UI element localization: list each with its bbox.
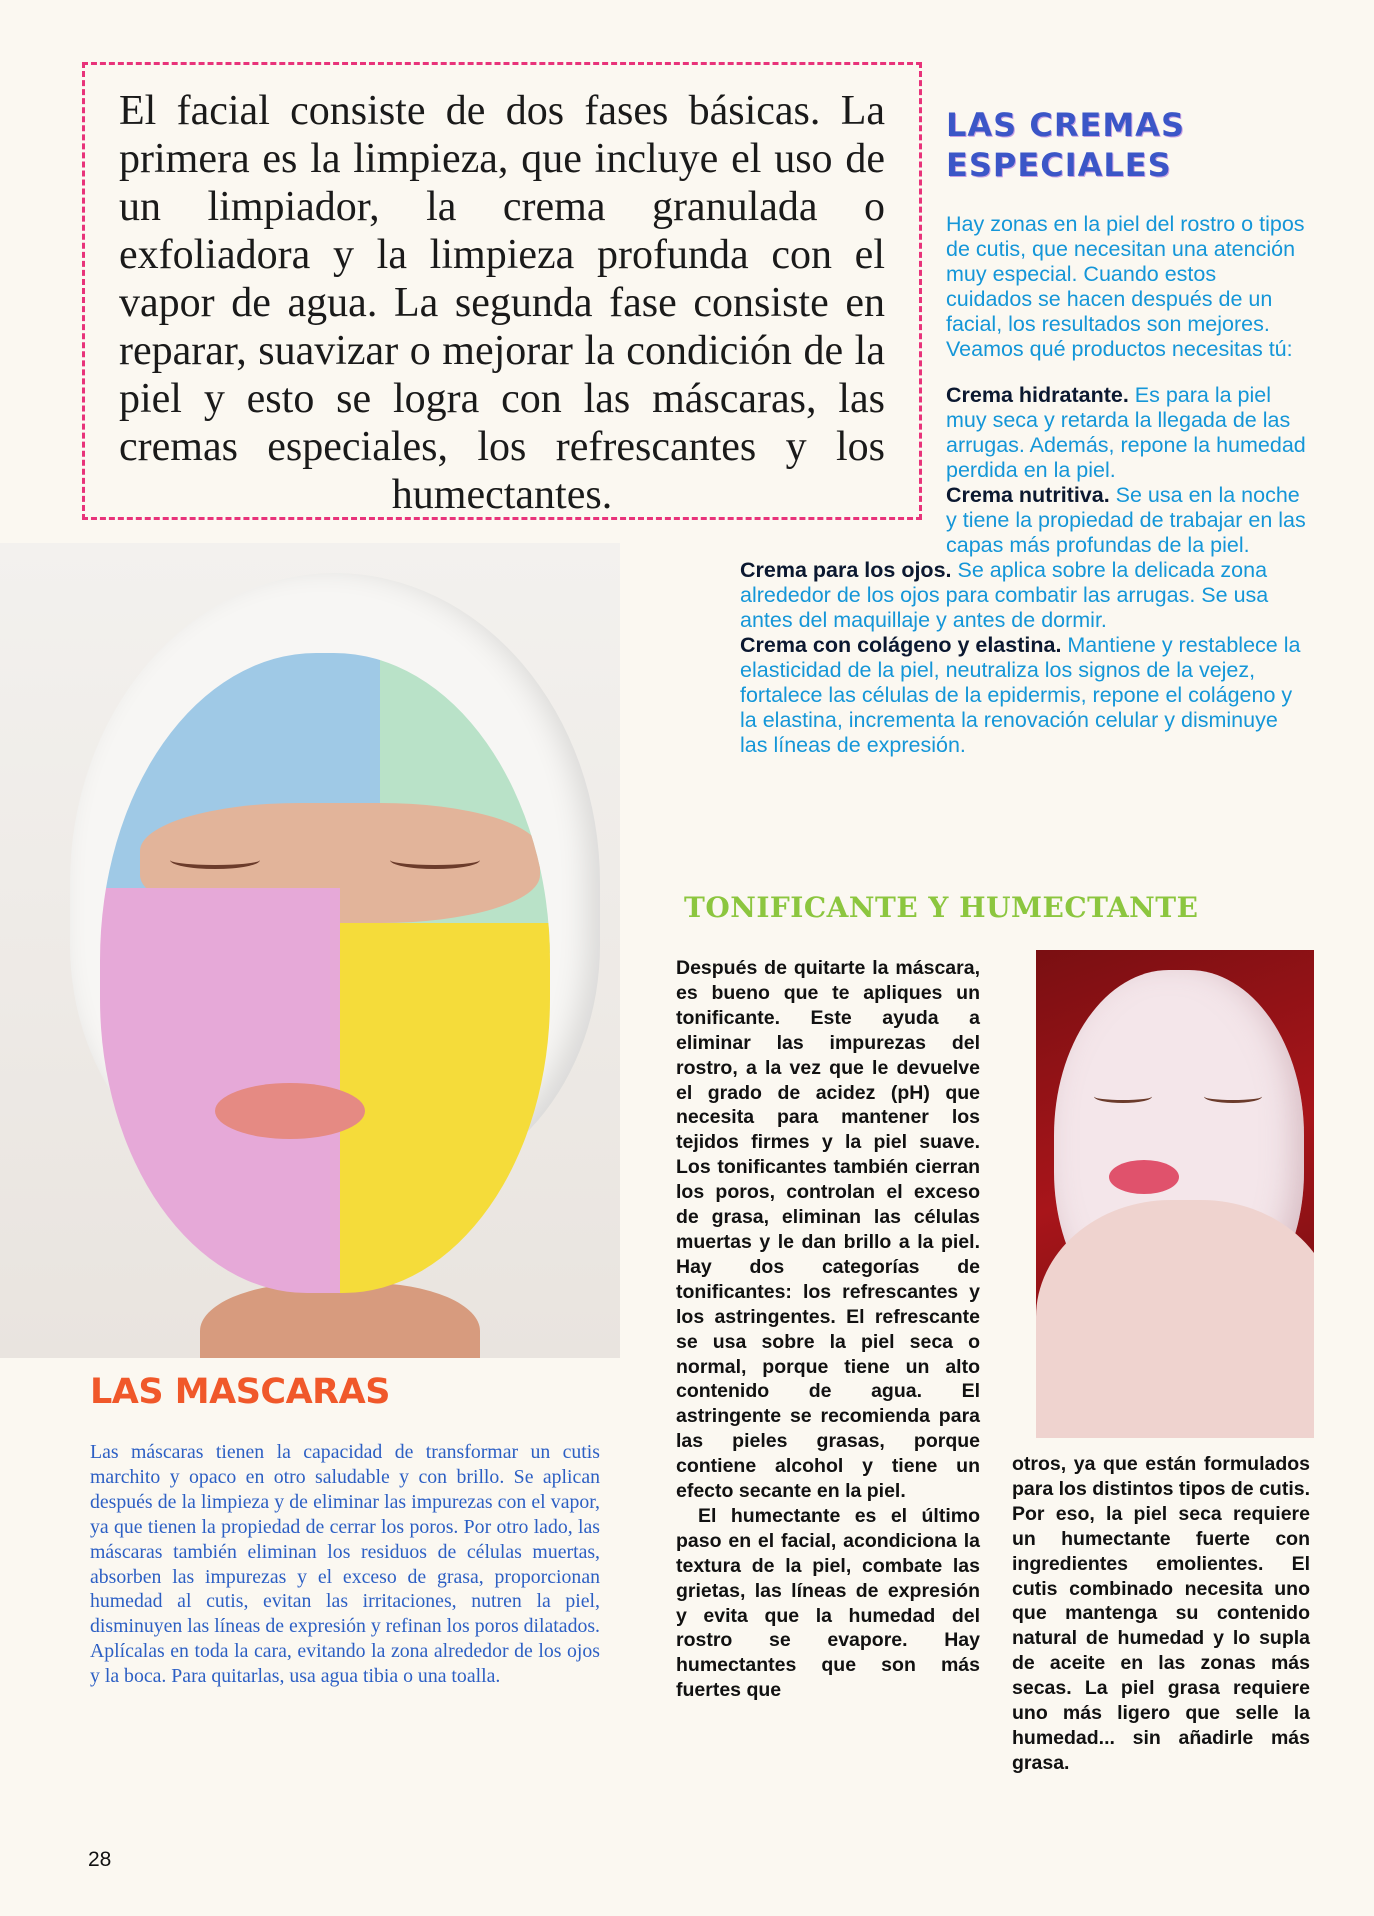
crema-item-name: Crema para los ojos.	[740, 558, 952, 582]
crema-item	[740, 483, 1310, 558]
mascaras-text: Las máscaras tienen la capacidad de transformar un cutis marchito y opaco en otro saludable y con brillo. Se aplican después de la limpieza y de eliminar las impurezas con el vapor, ya que tienen la propiedad de cerrar los poros. Por otro lado, las máscaras también eliminan los residuos de células muertas, absorben las impurezas y el exceso de grasa, proporcionan humedad al cutis, evitan las irritaciones, nutren la piel, disminuyen las líneas de expresión y refinan los poros dilatados. Aplícalas en toda la cara, evitando la zona alrededor de los ojos y la boca. Para quitarlas, usa agua tibia o una toalla.	[90, 1441, 600, 1688]
yellow-mask-area	[340, 923, 550, 1293]
closed-eye-left	[170, 851, 260, 869]
crema-item	[740, 633, 1310, 758]
tonificante-heading: TONIFICANTE Y HUMECTANTE	[684, 891, 1199, 924]
tonificante-column-2: otros, ya que están formulados para los distintos tipos de cutis. Por eso, la piel seca requiere un humectante fuerte con ingredientes emolientes. El cutis combinado necesita uno que mantenga su contenido natural de humedad y lo supla de aceite en las zonas más secas. La piel grasa requiere uno más ligero que selle la humedad... sin añadirle más grasa.	[1012, 1453, 1310, 1774]
cremas-heading-line2: ESPECIALES	[946, 146, 1172, 184]
crema-item-name: Crema hidratante.	[946, 383, 1129, 407]
crema-item-text: Se usa en la noche y tiene la propiedad de trabajar en las capas más profundas de la piel.	[946, 483, 1306, 557]
crema-item-text: Es para la piel muy seca y retarda la llegada de las arrugas. Además, repone la humedad perdida en la piel.	[946, 383, 1306, 482]
closed-eye-left	[1094, 1090, 1152, 1103]
cremas-list	[740, 383, 1310, 758]
crema-item-text: Mantiene y restablece la elasticidad de la piel, neutraliza los signos de la vejez, fortalece las células de la epidermis, repone el colágeno y la elastina, incrementa la renovación celular y disminuye las líneas de expresión.	[740, 633, 1301, 757]
lips	[215, 1083, 365, 1139]
lips	[1109, 1160, 1179, 1194]
hands-shape	[1036, 1200, 1314, 1438]
crema-item	[740, 558, 1310, 633]
crema-item-name: Crema con colágeno y elastina.	[740, 633, 1062, 657]
page-number: 28	[88, 1848, 112, 1871]
cremas-heading-line1: LAS CREMAS	[946, 106, 1185, 144]
tonificante-paragraph-1: Después de quitarte la máscara, es bueno que te apliques un tonificante. Este ayuda a eliminar las impurezas del rostro, a la vez que le devuelve el grado de acidez (pH) que necesita para mantener los tejidos firmes y la piel suave. Los tonificantes también cierran los poros, controlan el exceso de grasa, eliminan las células muertas y le dan brillo a la piel. Hay dos categorías de tonificantes: los refrescantes y los astringentes. El refrescante se usa sobre la piel seca o normal, porque tiene un alto contenido de agua. El astringente se recomienda para las pieles grasas, porque contiene alcohol y tiene un efecto secante en la piel.	[676, 957, 980, 1503]
crema-item	[740, 383, 1310, 483]
mask-face	[100, 653, 550, 1293]
tonificante-paragraph-2: El humectante es el último paso en el facial, acondiciona la textura de la piel, combate las grietas, las líneas de expresión y evita que la humedad del rostro se evapore. Hay humectantes que son más fuertes que	[676, 1504, 980, 1702]
tonificante-column-1	[676, 956, 980, 1703]
cremas-heading	[946, 105, 1346, 185]
mask-photo	[0, 543, 620, 1358]
closed-eye-right	[1204, 1090, 1262, 1103]
mascaras-heading: LAS MASCARAS	[90, 1372, 390, 1412]
crema-item-name: Crema nutritiva.	[946, 483, 1110, 507]
closed-eye-right	[390, 851, 480, 869]
cremas-intro: Hay zonas en la piel del rostro o tipos de cutis, que necesitan una atención muy especial. Cuando estos cuidados se hacen después de un facial, los resultados son mejores. Veamos qué productos necesitas tú:	[946, 212, 1305, 361]
cream-photo	[1036, 950, 1314, 1438]
neck-shape	[200, 1283, 480, 1358]
crema-item-text: Se aplica sobre la delicada zona alrededor de los ojos para combatir las arrugas. Se usa antes del maquillaje y antes de dormir.	[740, 558, 1269, 632]
intro-text: El facial consiste de dos fases básicas. La primera es la limpieza, que incluye el uso de un limpiador, la crema granulada o exfoliadora y la limpieza profunda con el vapor de agua. La segunda fase consiste en reparar, suavizar o mejorar la condición de la piel y esto se logra con las máscaras, las cremas especiales, los refrescantes y los humectantes.	[119, 88, 885, 518]
